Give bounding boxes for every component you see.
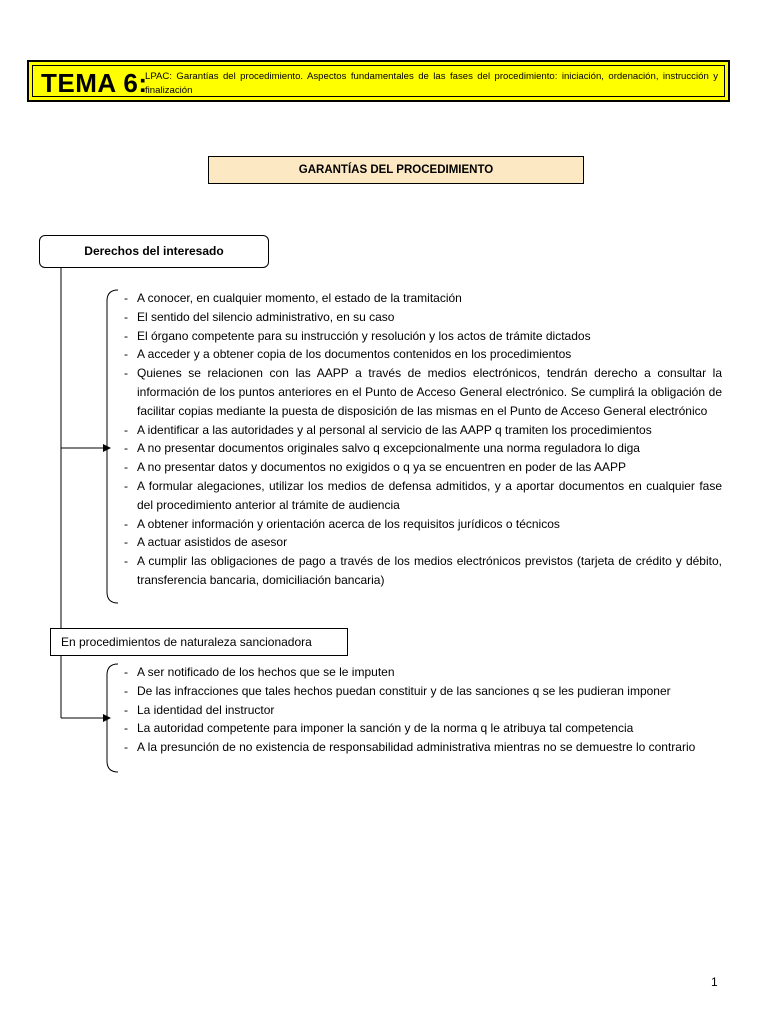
rights-list xyxy=(124,289,722,590)
list-item: - A la presunción de no existencia de responsabilidad administrativa mientras no se demuestre lo contrario xyxy=(124,738,722,757)
list-item: - A cumplir las obligaciones de pago a través de los medios electrónicos previstos (tarjeta de crédito y débito, transferencia bancaria, domiciliación bancaria) xyxy=(124,552,722,590)
section-title: GARANTÍAS DEL PROCEDIMIENTO xyxy=(208,156,584,184)
rights-brace xyxy=(107,290,118,603)
list-item: - A no presentar documentos originales salvo q excepcionalmente una norma reguladora lo diga xyxy=(124,439,722,458)
sanction-heading-box: En procedimientos de naturaleza sancionadora xyxy=(50,628,348,656)
list-item: - El órgano competente para su instrucción y resolución y los actos de trámite dictados xyxy=(124,327,722,346)
list-item: - A formular alegaciones, utilizar los medios de defensa admitidos, y a aportar documentos en cualquier fase del procedimiento anterior al trámite de audiencia xyxy=(124,477,722,515)
topic-number: TEMA 6: xyxy=(41,68,148,98)
list-item: - El sentido del silencio administrativo, en su caso xyxy=(124,308,722,327)
list-item: - La identidad del instructor xyxy=(124,701,722,720)
list-item: - La autoridad competente para imponer la sanción y de la norma q le atribuya tal competencia xyxy=(124,719,722,738)
list-item: - A obtener información y orientación acerca de los requisitos jurídicos o técnicos xyxy=(124,515,722,534)
page-number: 1 xyxy=(711,975,718,989)
list-item: - A acceder y a obtener copia de los documentos contenidos en los procedimientos xyxy=(124,345,722,364)
topic-subtitle: LPAC: Garantías del procedimiento. Aspectos fundamentales de las fases del procedimiento: iniciación, ordenación, instrucción y finalización xyxy=(145,71,718,96)
list-item: - A actuar asistidos de asesor xyxy=(124,533,722,552)
list-item: - A conocer, en cualquier momento, el estado de la tramitación xyxy=(124,289,722,308)
list-item: - A no presentar datos y documentos no exigidos o q ya se encuentren en poder de las AAPP xyxy=(124,458,722,477)
list-item: - A identificar a las autoridades y al personal al servicio de las AAPP q tramiten los procedimientos xyxy=(124,421,722,440)
rights-heading-box: Derechos del interesado xyxy=(39,235,269,268)
list-item: - De las infracciones que tales hechos puedan constituir y de las sanciones q se les pudieran imponer xyxy=(124,682,722,701)
sanction-list xyxy=(124,663,722,757)
list-item: - A ser notificado de los hechos que se le imputen xyxy=(124,663,722,682)
list-item: - Quienes se relacionen con las AAPP a través de medios electrónicos, tendrán derecho a consultar la información de los puntos anteriores en el Punto de Acceso General electrónico. Se cumplirá la obligación de facilitar copias mediante la puesta de disposición de las mismas en el Punto de Acceso General electrónico xyxy=(124,364,722,420)
